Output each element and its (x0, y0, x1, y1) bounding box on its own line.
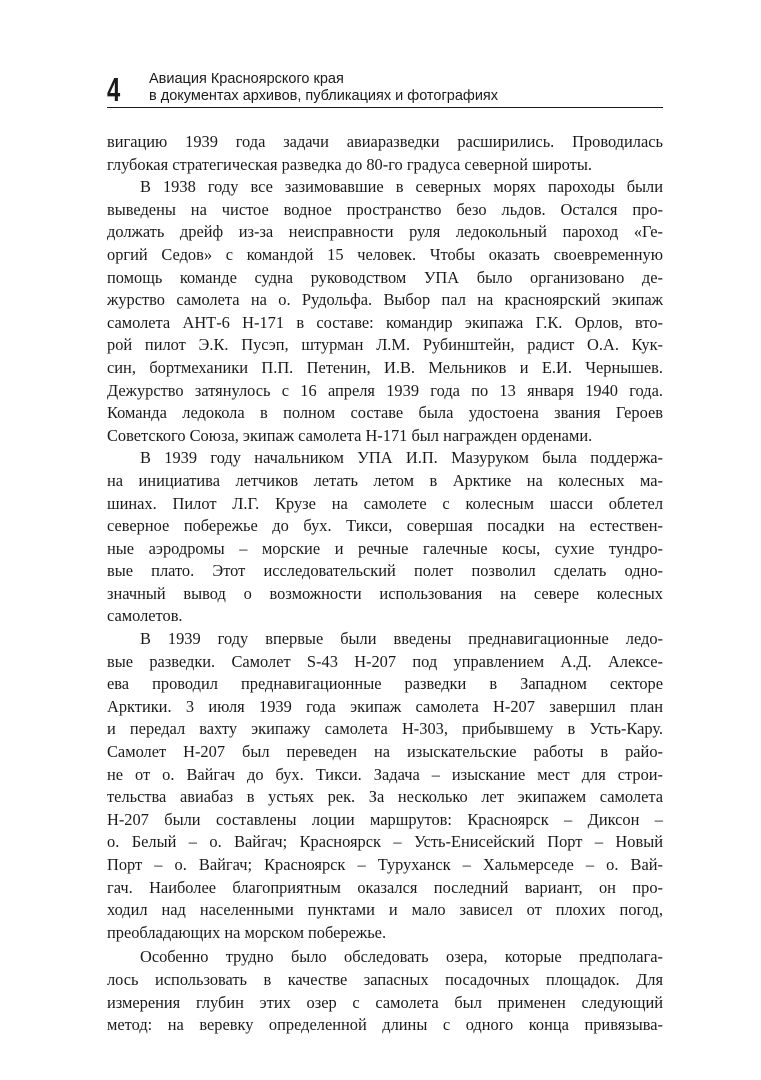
text-line: на инициатива летчиков летать летом в Арктике на колесных ма- (107, 470, 663, 490)
text-line: гач. Наиболее благоприятным оказался последний вариант, он про- (107, 877, 663, 897)
text-line: вые разведки. Самолет S-43 Н-207 под управлением А.Д. Алексе- (107, 651, 663, 671)
text-line: Порт – о. Вайгач; Красноярск – Туруханск – Хальмерседе – о. Вай- (107, 855, 663, 874)
text-line: ные аэродромы – морские и речные галечные косы, сухие тундро- (107, 538, 663, 558)
text-line: син, бортмеханики П.П. Петенин, И.В. Мельников и Е.И. Чернышев. (107, 357, 663, 377)
text-line: о. Белый – о. Вайгач; Красноярск – Усть-Енисейский Порт – Новый (107, 832, 663, 852)
text-line: преобладающих на морском побережье. (107, 922, 387, 942)
text-line: В 1939 году впервые были введены преднавигационные ледо- (140, 629, 663, 649)
paragraph (107, 131, 663, 176)
text-line: Особенно трудно было обследовать озера, которые предполага- (140, 947, 663, 967)
text-line: шинах. Пилот Л.Г. Крузе на самолете с колесным шасси облетел (107, 493, 663, 513)
page-number: 4 (107, 71, 121, 108)
text-line: северное побережье до бух. Тикси, совершая посадки на естествен- (107, 516, 663, 536)
text-line: ходил над населенными пунктами и мало зависел от плохих погод, (107, 900, 663, 920)
text-line: В 1938 году все зазимовавшие в северных морях пароходы были (140, 177, 663, 197)
paragraph (107, 447, 663, 628)
text-line: вигацию 1939 года задачи авиаразведки расширились. Проводилась (107, 132, 663, 151)
text-line: В 1939 году начальником УПА И.П. Мазуруком была поддержа- (140, 448, 663, 468)
text-line: глубокая стратегическая разведка до 80-го градуса северной широты. (107, 154, 592, 174)
text-line: метод: на веревку определенной длины с одного конца привязыва- (107, 1015, 663, 1035)
running-title-line-2: в документах архивов, публикациях и фотографиях (149, 88, 499, 104)
text-line: самолета АНТ-6 Н-171 в составе: командир экипажа Г.К. Орлов, вто- (107, 312, 663, 332)
text-line: помощь команде судна руководством УПА было организовано де- (107, 267, 663, 287)
text-line: Советского Союза, экипаж самолета Н-171 был награжден орденами. (107, 425, 593, 445)
text-line: рой пилот Э.К. Пусэп, штурман Л.М. Рубинштейн, радист О.А. Кук- (107, 335, 663, 355)
text-line: тельства авиабаз в устьях рек. За несколько лет экипажем самолета (107, 787, 663, 807)
text-line: вые плато. Этот исследовательский полет позволил сделать одно- (107, 561, 663, 581)
text-line: Н-207 были составлены лоции маршрутов: Красноярск – Диксон – (107, 809, 663, 829)
header-rule (107, 107, 663, 108)
running-title-line-1: Авиация Красноярского края (149, 71, 344, 87)
text-line: Команда ледокола в полном составе была удостоена звания Героев (107, 403, 663, 423)
text-line: ева проводил преднавигационные разведки в Западном секторе (107, 674, 663, 694)
paragraph (107, 628, 663, 944)
text-line: и передал вахту экипажу самолета Н-303, прибывшему в Усть-Кару. (107, 719, 663, 739)
paragraph (107, 946, 663, 1036)
text-line: Арктики. 3 июля 1939 года экипаж самолета Н-207 завершил план (107, 696, 663, 716)
text-line: лось использовать в качестве запасных посадочных площадок. Для (107, 969, 663, 989)
text-line: оргий Седов» с командой 15 человек. Чтобы оказать своевременную (107, 244, 663, 264)
text-line: значный вывод о возможности использования на севере колесных (107, 583, 663, 603)
paragraph (107, 176, 663, 447)
body-text (107, 131, 663, 1037)
text-line: Дежурство затянулось с 16 апреля 1939 года по 13 января 1940 года. (107, 380, 663, 400)
running-title (149, 71, 498, 105)
text-line: выведены на чистое водное пространство безо льдов. Остался про- (107, 199, 663, 219)
running-header (107, 70, 663, 110)
text-line: журство самолета на о. Рудольфа. Выбор пал на красноярский экипаж (107, 290, 663, 310)
text-line: самолетов. (107, 606, 183, 626)
text-line: измерения глубин этих озер с самолета был применен следующий (107, 992, 663, 1012)
text-line: Самолет Н-207 был переведен на изыскательские работы в райо- (107, 742, 663, 762)
text-line: должать дрейф из-за неисправности руля ледокольный пароход «Ге- (107, 222, 663, 242)
text-line: не от о. Вайгач до бух. Тикси. Задача – изыскание мест для строи- (107, 764, 663, 784)
